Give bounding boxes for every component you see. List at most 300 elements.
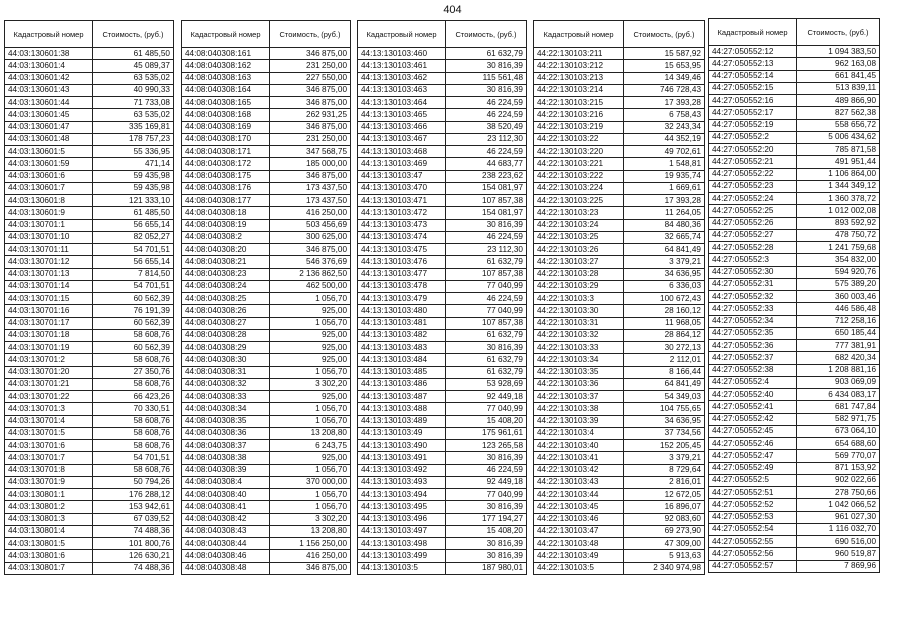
cadastral-number-cell: 44:03:130701:12 xyxy=(5,256,93,268)
cadastral-number-cell: 44:08:040308:25 xyxy=(182,293,270,305)
cost-cell: 77 040,99 xyxy=(446,305,527,317)
cadastral-number-cell: 44:03:130601:5 xyxy=(5,146,93,158)
cadastral-number-cell: 44:08:040308:34 xyxy=(182,403,270,415)
table-row xyxy=(182,464,351,476)
table-row xyxy=(358,84,527,96)
cadastral-number-cell: 44:08:040308:46 xyxy=(182,550,270,562)
cadastral-number-cell: 44:13:130103:5 xyxy=(358,562,446,574)
cadastral-number-cell: 44:27:050552:26 xyxy=(709,217,797,229)
cadastral-number-cell: 44:03:130701:1 xyxy=(5,219,93,231)
cadastral-number-cell: 44:22:130103:211 xyxy=(534,48,624,60)
cost-cell: 489 866,90 xyxy=(797,95,880,107)
cadastral-number-cell: 44:08:040308:161 xyxy=(182,48,270,60)
table-row xyxy=(182,427,351,439)
cost-cell: 712 258,16 xyxy=(797,315,880,327)
table-row xyxy=(182,550,351,562)
cadastral-number-cell: 44:22:130103:29 xyxy=(534,280,624,292)
table-row xyxy=(182,378,351,390)
cost-cell: 347 568,75 xyxy=(270,146,351,158)
cost-cell: 3 302,20 xyxy=(270,513,351,525)
cost-cell: 661 841,45 xyxy=(797,70,880,82)
cadastre-table-3 xyxy=(357,20,527,575)
cadastral-number-cell: 44:22:130103:31 xyxy=(534,317,624,329)
table-row xyxy=(182,280,351,292)
cost-cell: 13 208,80 xyxy=(270,427,351,439)
cadastral-number-cell: 44:13:130103:465 xyxy=(358,109,446,121)
table-row xyxy=(358,489,527,501)
table-row xyxy=(358,415,527,427)
cost-cell: 58 608,76 xyxy=(93,378,174,390)
header-cadastral-number: Кадастровый номер xyxy=(534,21,624,48)
table-row xyxy=(5,440,174,452)
table-row xyxy=(5,121,174,133)
cost-cell: 64 841,49 xyxy=(624,378,705,390)
table-row xyxy=(5,244,174,256)
cadastral-number-cell: 44:03:130601:45 xyxy=(5,109,93,121)
cadastral-number-cell: 44:13:130103:47 xyxy=(358,170,446,182)
table-row xyxy=(182,342,351,354)
cost-cell: 1 056,70 xyxy=(270,415,351,427)
table-row xyxy=(709,548,880,560)
table-row xyxy=(709,560,880,572)
cadastral-number-cell: 44:03:130701:11 xyxy=(5,244,93,256)
cadastral-number-cell: 44:08:040308:164 xyxy=(182,84,270,96)
cost-cell: 60 562,39 xyxy=(93,317,174,329)
cadastral-number-cell: 44:08:040308:38 xyxy=(182,452,270,464)
cadastral-number-cell: 44:03:130601:6 xyxy=(5,170,93,182)
cost-cell: 262 931,25 xyxy=(270,109,351,121)
cadastral-number-cell: 44:03:130601:44 xyxy=(5,97,93,109)
cost-cell: 46 224,59 xyxy=(446,293,527,305)
table-row xyxy=(358,133,527,145)
table-row xyxy=(534,476,705,488)
cadastral-number-cell: 44:13:130103:480 xyxy=(358,305,446,317)
cost-cell: 546 376,69 xyxy=(270,256,351,268)
cadastral-number-cell: 44:22:130103:215 xyxy=(534,97,624,109)
table-row xyxy=(709,523,880,535)
header-cost: Стоимость, (руб.) xyxy=(624,21,705,48)
cadastral-number-cell: 44:27:050552:14 xyxy=(709,70,797,82)
table-row xyxy=(534,97,705,109)
table-row xyxy=(709,291,880,303)
cadastral-number-cell: 44:22:130103:46 xyxy=(534,513,624,525)
cost-cell: 173 437,50 xyxy=(270,182,351,194)
table-row xyxy=(709,438,880,450)
table-row xyxy=(534,207,705,219)
cost-cell: 1 056,70 xyxy=(270,293,351,305)
cost-cell: 53 928,69 xyxy=(446,378,527,390)
cost-cell: 925,00 xyxy=(270,391,351,403)
table-row xyxy=(709,217,880,229)
cadastral-number-cell: 44:03:130701:15 xyxy=(5,293,93,305)
cadastral-number-cell: 44:08:040308:42 xyxy=(182,513,270,525)
table-row xyxy=(182,146,351,158)
cost-cell: 478 750,72 xyxy=(797,229,880,241)
cost-cell: 346 875,00 xyxy=(270,97,351,109)
cadastral-number-cell: 44:27:050552:15 xyxy=(709,82,797,94)
cost-cell: 893 592,92 xyxy=(797,217,880,229)
cost-cell: 69 273,90 xyxy=(624,525,705,537)
cost-cell: 17 393,28 xyxy=(624,195,705,207)
cadastral-number-cell: 44:27:050552:49 xyxy=(709,462,797,474)
cost-cell: 77 040,99 xyxy=(446,280,527,292)
cost-cell: 15 408,20 xyxy=(446,415,527,427)
cost-cell: 462 500,00 xyxy=(270,280,351,292)
table-row xyxy=(358,342,527,354)
cost-cell: 1 056,70 xyxy=(270,403,351,415)
table-row xyxy=(5,158,174,170)
cost-cell: 446 586,48 xyxy=(797,303,880,315)
table-row xyxy=(709,376,880,388)
cadastral-number-cell: 44:13:130103:464 xyxy=(358,97,446,109)
table-row xyxy=(182,109,351,121)
cadastral-number-cell: 44:22:130103:41 xyxy=(534,452,624,464)
cadastral-number-cell: 44:27:050552:23 xyxy=(709,180,797,192)
table-row xyxy=(358,207,527,219)
cost-cell: 38 520,49 xyxy=(446,121,527,133)
cost-cell: 925,00 xyxy=(270,342,351,354)
cadastral-number-cell: 44:27:050552:46 xyxy=(709,438,797,450)
table-row xyxy=(709,131,880,143)
cadastral-number-cell: 44:13:130103:471 xyxy=(358,195,446,207)
table-row xyxy=(534,464,705,476)
cadastral-number-cell: 44:03:130701:4 xyxy=(5,415,93,427)
table-row xyxy=(182,268,351,280)
cost-cell: 558 656,72 xyxy=(797,119,880,131)
table-row xyxy=(358,280,527,292)
cost-cell: 185 000,00 xyxy=(270,158,351,170)
cadastral-number-cell: 44:27:050552:12 xyxy=(709,46,797,58)
table-row xyxy=(5,195,174,207)
cost-cell: 416 250,00 xyxy=(270,550,351,562)
cost-cell: 1 056,70 xyxy=(270,464,351,476)
cadastral-number-cell: 44:13:130103:467 xyxy=(358,133,446,145)
table-row xyxy=(5,109,174,121)
table-row xyxy=(534,182,705,194)
cost-cell: 61 632,79 xyxy=(446,48,527,60)
cadastral-number-cell: 44:03:130801:3 xyxy=(5,513,93,525)
cadastral-number-cell: 44:03:130601:7 xyxy=(5,182,93,194)
cost-cell: 92 083,60 xyxy=(624,513,705,525)
table-row xyxy=(5,305,174,317)
cost-cell: 278 750,66 xyxy=(797,487,880,499)
cadastral-number-cell: 44:08:040308:39 xyxy=(182,464,270,476)
cadastral-number-cell: 44:08:040308:172 xyxy=(182,158,270,170)
cost-cell: 59 435,98 xyxy=(93,170,174,182)
cost-cell: 104 755,65 xyxy=(624,403,705,415)
cost-cell: 346 875,00 xyxy=(270,562,351,574)
cadastral-number-cell: 44:03:130701:22 xyxy=(5,391,93,403)
cost-cell: 63 535,02 xyxy=(93,109,174,121)
cost-cell: 66 423,26 xyxy=(93,391,174,403)
cost-cell: 346 875,00 xyxy=(270,48,351,60)
cost-cell: 673 064,10 xyxy=(797,425,880,437)
table-row xyxy=(709,327,880,339)
cadastral-number-cell: 44:27:050552:55 xyxy=(709,536,797,548)
table-row xyxy=(534,354,705,366)
cost-cell: 63 535,02 xyxy=(93,72,174,84)
table-row xyxy=(5,476,174,488)
table-row xyxy=(5,391,174,403)
table-row xyxy=(534,452,705,464)
cost-cell: 64 841,49 xyxy=(624,244,705,256)
header-cost: Стоимость, (руб.) xyxy=(797,19,880,46)
table-row xyxy=(182,562,351,574)
table-row xyxy=(5,182,174,194)
table-row xyxy=(358,427,527,439)
table-row xyxy=(5,317,174,329)
table-row xyxy=(709,474,880,486)
cost-cell: 16 896,07 xyxy=(624,501,705,513)
cost-cell: 107 857,38 xyxy=(446,268,527,280)
cost-cell: 1 669,61 xyxy=(624,182,705,194)
cadastral-number-cell: 44:13:130103:486 xyxy=(358,378,446,390)
table-row xyxy=(5,256,174,268)
cost-cell: 82 052,27 xyxy=(93,231,174,243)
cost-cell: 1 012 002,08 xyxy=(797,205,880,217)
table-row xyxy=(358,97,527,109)
cadastral-number-cell: 44:13:130103:474 xyxy=(358,231,446,243)
cost-cell: 30 816,39 xyxy=(446,60,527,72)
table-row xyxy=(5,97,174,109)
cadastral-number-cell: 44:13:130103:481 xyxy=(358,317,446,329)
table-row xyxy=(709,303,880,315)
cost-cell: 58 608,76 xyxy=(93,329,174,341)
cadastral-number-cell: 44:03:130601:4 xyxy=(5,60,93,72)
table-row xyxy=(182,440,351,452)
table-row xyxy=(709,82,880,94)
cost-cell: 1 056,70 xyxy=(270,366,351,378)
table-row xyxy=(182,525,351,537)
cost-cell: 56 655,14 xyxy=(93,256,174,268)
table-row xyxy=(709,242,880,254)
cost-cell: 7 869,96 xyxy=(797,560,880,572)
cadastral-number-cell: 44:22:130103:26 xyxy=(534,244,624,256)
table-row xyxy=(182,538,351,550)
cadastral-number-cell: 44:22:130103:24 xyxy=(534,219,624,231)
cost-cell: 92 449,18 xyxy=(446,476,527,488)
table-row xyxy=(534,525,705,537)
cadastral-number-cell: 44:22:130103:40 xyxy=(534,440,624,452)
cadastral-number-cell: 44:27:050552:33 xyxy=(709,303,797,315)
cost-cell: 46 224,59 xyxy=(446,97,527,109)
cost-cell: 101 800,76 xyxy=(93,538,174,550)
table-row xyxy=(709,536,880,548)
cadastral-number-cell: 44:22:130103:38 xyxy=(534,403,624,415)
cost-cell: 582 971,75 xyxy=(797,413,880,425)
table-row xyxy=(358,452,527,464)
table-row xyxy=(534,231,705,243)
cost-cell: 1 241 759,68 xyxy=(797,242,880,254)
cost-cell: 58 608,76 xyxy=(93,464,174,476)
cadastral-number-cell: 44:22:130103:222 xyxy=(534,170,624,182)
table-row xyxy=(182,476,351,488)
cost-cell: 32 243,34 xyxy=(624,121,705,133)
table-row xyxy=(709,46,880,58)
table-row xyxy=(709,487,880,499)
cost-cell: 61 632,79 xyxy=(446,329,527,341)
cost-cell: 6 434 083,17 xyxy=(797,389,880,401)
cost-cell: 44 352,19 xyxy=(624,133,705,145)
table-row xyxy=(534,305,705,317)
table-row xyxy=(709,156,880,168)
cadastral-number-cell: 44:13:130103:487 xyxy=(358,391,446,403)
table-row xyxy=(182,72,351,84)
cadastral-number-cell: 44:08:040308:48 xyxy=(182,562,270,574)
table-row xyxy=(534,550,705,562)
table-row xyxy=(182,403,351,415)
cost-cell: 14 349,46 xyxy=(624,72,705,84)
table-row xyxy=(358,231,527,243)
cost-cell: 58 608,76 xyxy=(93,354,174,366)
cost-cell: 77 040,99 xyxy=(446,403,527,415)
cost-cell: 8 729,64 xyxy=(624,464,705,476)
table-row xyxy=(534,391,705,403)
table-row xyxy=(5,550,174,562)
table-row xyxy=(534,195,705,207)
cost-cell: 650 185,44 xyxy=(797,327,880,339)
cost-cell: 30 816,39 xyxy=(446,342,527,354)
table-row xyxy=(709,511,880,523)
cost-cell: 3 302,20 xyxy=(270,378,351,390)
cost-cell: 30 816,39 xyxy=(446,84,527,96)
cadastral-number-cell: 44:13:130103:470 xyxy=(358,182,446,194)
cadastral-number-cell: 44:22:130103:23 xyxy=(534,207,624,219)
cadastral-number-cell: 44:08:040308:27 xyxy=(182,317,270,329)
cadastral-number-cell: 44:22:130103:44 xyxy=(534,489,624,501)
cost-cell: 11 968,05 xyxy=(624,317,705,329)
cost-cell: 1 106 864,00 xyxy=(797,168,880,180)
table-row xyxy=(358,60,527,72)
table-row xyxy=(709,278,880,290)
cost-cell: 60 562,39 xyxy=(93,293,174,305)
table-row xyxy=(5,84,174,96)
table-row xyxy=(534,329,705,341)
table-row xyxy=(5,48,174,60)
cadastral-number-cell: 44:08:040308:162 xyxy=(182,60,270,72)
cadastral-number-cell: 44:03:130601:48 xyxy=(5,133,93,145)
cost-cell: 30 816,39 xyxy=(446,538,527,550)
cadastral-number-cell: 44:03:130801:4 xyxy=(5,525,93,537)
cost-cell: 238 223,62 xyxy=(446,170,527,182)
cadastral-number-cell: 44:22:130103:34 xyxy=(534,354,624,366)
table-row xyxy=(5,72,174,84)
table-row xyxy=(534,48,705,60)
cadastral-number-cell: 44:13:130103:496 xyxy=(358,513,446,525)
cost-cell: 54 701,51 xyxy=(93,280,174,292)
header-cost: Стоимость, (руб.) xyxy=(93,21,174,48)
cadastral-number-cell: 44:22:130103:28 xyxy=(534,268,624,280)
table-row xyxy=(5,329,174,341)
cost-cell: 107 857,38 xyxy=(446,195,527,207)
cost-cell: 346 875,00 xyxy=(270,84,351,96)
table-row xyxy=(5,231,174,243)
table-row xyxy=(182,207,351,219)
cost-cell: 13 208,80 xyxy=(270,525,351,537)
table-row xyxy=(709,340,880,352)
cadastral-number-cell: 44:27:050552:13 xyxy=(709,58,797,70)
header-cadastral-number: Кадастровый номер xyxy=(182,21,270,48)
table-row xyxy=(358,305,527,317)
cost-cell: 300 625,00 xyxy=(270,231,351,243)
table-row xyxy=(709,193,880,205)
cadastral-number-cell: 44:08:040308:41 xyxy=(182,501,270,513)
table-row xyxy=(709,389,880,401)
table-row xyxy=(5,268,174,280)
cost-cell: 19 935,74 xyxy=(624,170,705,182)
table-row xyxy=(709,144,880,156)
table-row xyxy=(5,146,174,158)
cost-cell: 49 702,61 xyxy=(624,146,705,158)
cadastral-number-cell: 44:22:130103:220 xyxy=(534,146,624,158)
cadastral-number-cell: 44:27:050552:21 xyxy=(709,156,797,168)
table-row xyxy=(182,354,351,366)
cadastral-number-cell: 44:13:130103:468 xyxy=(358,146,446,158)
table-row xyxy=(182,219,351,231)
table-row xyxy=(534,158,705,170)
table-row xyxy=(182,317,351,329)
cost-cell: 61 632,79 xyxy=(446,354,527,366)
cadastral-number-cell: 44:27:050552:4 xyxy=(709,376,797,388)
table-row xyxy=(709,168,880,180)
cadastral-number-cell: 44:08:040308:43 xyxy=(182,525,270,537)
cadastral-number-cell: 44:03:130701:6 xyxy=(5,440,93,452)
cadastral-number-cell: 44:13:130103:493 xyxy=(358,476,446,488)
table-row xyxy=(182,182,351,194)
cadastral-number-cell: 44:27:050552:25 xyxy=(709,205,797,217)
table-row xyxy=(358,293,527,305)
cadastral-number-cell: 44:08:040308:20 xyxy=(182,244,270,256)
table-row xyxy=(182,391,351,403)
table-row xyxy=(182,305,351,317)
table-row xyxy=(5,489,174,501)
table-row xyxy=(5,513,174,525)
cadastral-number-cell: 44:03:130601:43 xyxy=(5,84,93,96)
cost-cell: 231 250,00 xyxy=(270,60,351,72)
cost-cell: 46 224,59 xyxy=(446,109,527,121)
cost-cell: 654 688,60 xyxy=(797,438,880,450)
table-row xyxy=(534,84,705,96)
table-row xyxy=(182,60,351,72)
cadastral-number-cell: 44:08:040308:40 xyxy=(182,489,270,501)
cadastral-number-cell: 44:27:050552:3 xyxy=(709,254,797,266)
cost-cell: 46 224,59 xyxy=(446,231,527,243)
cost-cell: 61 632,79 xyxy=(446,366,527,378)
cost-cell: 681 747,84 xyxy=(797,401,880,413)
table-row xyxy=(358,550,527,562)
cadastral-number-cell: 44:08:040308:33 xyxy=(182,391,270,403)
cadastral-number-cell: 44:22:130103:213 xyxy=(534,72,624,84)
table-row xyxy=(534,293,705,305)
cadastral-number-cell: 44:22:130103:42 xyxy=(534,464,624,476)
cost-cell: 61 632,79 xyxy=(446,256,527,268)
table-row xyxy=(182,501,351,513)
cadastral-number-cell: 44:27:050552:28 xyxy=(709,242,797,254)
cost-cell: 746 728,43 xyxy=(624,84,705,96)
cost-cell: 34 636,95 xyxy=(624,268,705,280)
table-row xyxy=(358,513,527,525)
cadastral-number-cell: 44:27:050552:36 xyxy=(709,340,797,352)
cadastral-number-cell: 44:13:130103:469 xyxy=(358,158,446,170)
cadastral-number-cell: 44:03:130601:42 xyxy=(5,72,93,84)
table-row xyxy=(5,280,174,292)
cadastral-number-cell: 44:13:130103:479 xyxy=(358,293,446,305)
table-row xyxy=(709,180,880,192)
cost-cell: 1 056,70 xyxy=(270,501,351,513)
cadastral-number-cell: 44:27:050552:24 xyxy=(709,193,797,205)
cadastral-number-cell: 44:27:050552:42 xyxy=(709,413,797,425)
cadastral-number-cell: 44:08:040308:2 xyxy=(182,231,270,243)
